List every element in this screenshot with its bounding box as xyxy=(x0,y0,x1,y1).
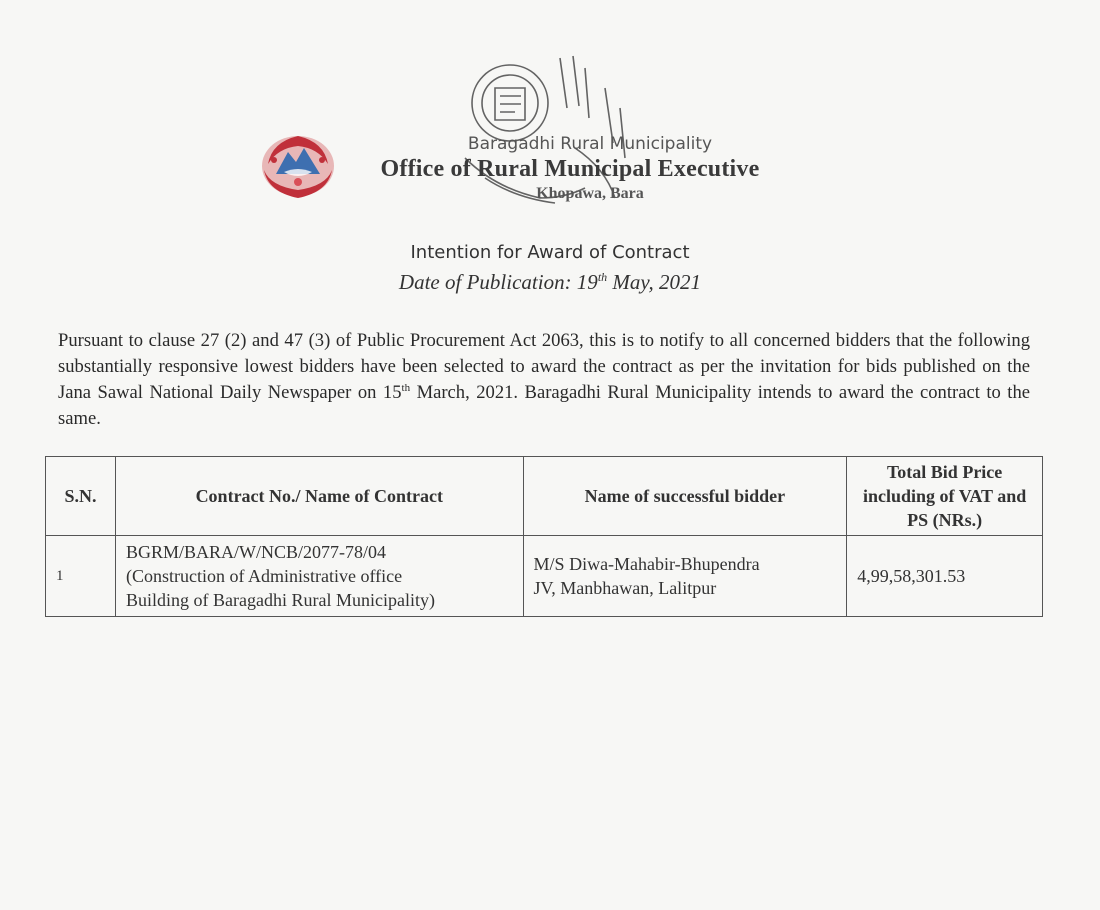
letterhead xyxy=(300,134,840,203)
bidder-line-2: JV, Manbhawan, Lalitpur xyxy=(533,578,717,598)
header-sn: S.N. xyxy=(46,457,116,536)
table-header-row xyxy=(46,457,1043,536)
publication-date: Date of Publication: 19th May, 2021 xyxy=(398,270,702,294)
row-sn: 1 xyxy=(46,536,116,617)
contract-number: BGRM/BARA/W/NCB/2077-78/04 xyxy=(126,542,387,562)
office-title: Office of Rural Municipal Executive xyxy=(380,156,760,182)
row-bidder xyxy=(523,536,847,617)
row-contract xyxy=(116,536,524,617)
contract-name-line-2: Building of Baragadhi Rural Municipality) xyxy=(126,590,435,610)
table-row xyxy=(46,536,1043,617)
award-table xyxy=(45,456,1043,617)
header-contract: Contract No./ Name of Contract xyxy=(116,457,524,536)
contract-name-line-1: (Construction of Administrative office xyxy=(126,566,403,586)
municipality-name: Baragadhi Rural Municipality xyxy=(467,134,713,154)
row-price: 4,99,58,301.53 xyxy=(847,536,1043,617)
header-price: Total Bid Price including of VAT and PS (NRs.) xyxy=(847,457,1043,536)
notice-body: Pursuant to clause 27 (2) and 47 (3) of Public Procurement Act 2063, this is to notify to all concerned bidders that the following substantially responsive lowest bidders have been selected to award the contract as per the invitation for bids published on the Jana Sawal National Daily Newspaper on 15th March, 2021. Baragadhi Rural Municipality intends to award the contract to the same. xyxy=(58,330,1031,429)
notice-title: Intention for Award of Contract xyxy=(410,242,690,263)
header-bidder: Name of successful bidder xyxy=(523,457,847,536)
bidder-line-1: M/S Diwa-Mahabir-Bhupendra xyxy=(533,554,760,574)
office-location: Khopawa, Bara xyxy=(536,185,644,202)
